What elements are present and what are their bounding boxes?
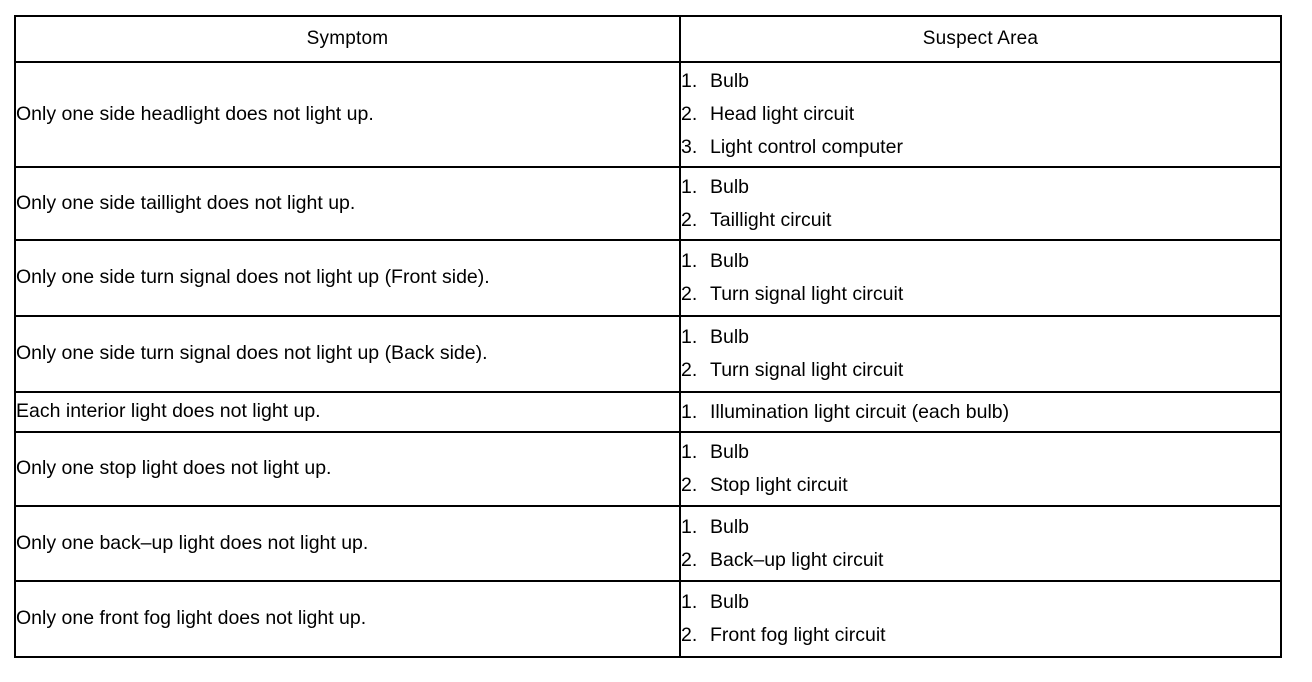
item-number: 1. — [681, 326, 698, 348]
item-number: 1. — [681, 175, 698, 198]
item-text: Light control computer — [710, 136, 903, 158]
suspect-area-cell — [680, 240, 1281, 316]
symptom-cell: Only one side taillight does not light up. — [15, 167, 680, 240]
symptom-cell: Only one side turn signal does not light up (Back side). — [15, 316, 680, 392]
suspect-area-list — [681, 171, 1280, 237]
suspect-area-cell — [680, 432, 1281, 506]
table-row — [15, 62, 1281, 167]
suspect-area-list — [681, 436, 1280, 502]
item-number: 2. — [681, 548, 698, 571]
suspect-area-cell — [680, 316, 1281, 392]
troubleshooting-table — [14, 15, 1282, 658]
suspect-area-item — [681, 354, 1280, 387]
item-text: Stop light circuit — [710, 474, 848, 496]
item-number: 2. — [681, 624, 698, 646]
symptom-cell: Only one stop light does not light up. — [15, 432, 680, 506]
item-text: Illumination light circuit (each bulb) — [710, 400, 1010, 423]
suspect-area-item — [681, 131, 1280, 164]
suspect-area-item — [681, 396, 1280, 429]
item-number: 1. — [681, 441, 698, 463]
item-text: Taillight circuit — [710, 208, 832, 231]
item-number: 2. — [681, 359, 698, 381]
suspect-area-cell — [680, 167, 1281, 240]
symptom-cell: Each interior light does not light up. — [15, 392, 680, 432]
item-number: 3. — [681, 136, 698, 158]
suspect-area-list — [681, 65, 1280, 164]
item-number: 1. — [681, 70, 698, 92]
symptom-header: Symptom — [15, 16, 680, 62]
suspect-area-item — [681, 511, 1280, 544]
suspect-area-item — [681, 321, 1280, 354]
suspect-area-item — [681, 544, 1280, 577]
item-text: Bulb — [710, 515, 750, 538]
suspect-area-list — [681, 586, 1280, 652]
item-text: Front fog light circuit — [710, 624, 886, 646]
symptom-cell: Only one side turn signal does not light up (Front side). — [15, 240, 680, 316]
table-row — [15, 392, 1281, 432]
item-number: 2. — [681, 103, 698, 125]
table-row — [15, 581, 1281, 657]
suspect-area-item — [681, 204, 1280, 237]
suspect-area-list — [681, 511, 1280, 577]
item-number: 2. — [681, 474, 698, 496]
header-row — [15, 16, 1281, 62]
suspect-area-item — [681, 619, 1280, 652]
suspect-area-header: Suspect Area — [680, 16, 1281, 62]
suspect-area-cell — [680, 581, 1281, 657]
item-number: 1. — [681, 515, 698, 538]
item-text: Turn signal light circuit — [710, 359, 904, 381]
suspect-area-item — [681, 469, 1280, 502]
table-row — [15, 506, 1281, 581]
item-text: Bulb — [710, 441, 750, 463]
item-number: 1. — [681, 400, 698, 423]
item-text: Bulb — [710, 70, 750, 92]
suspect-area-list — [681, 321, 1280, 387]
item-text: Turn signal light circuit — [710, 283, 904, 305]
table-row — [15, 240, 1281, 316]
table-row — [15, 316, 1281, 392]
suspect-area-item — [681, 65, 1280, 98]
suspect-area-cell — [680, 62, 1281, 167]
item-text: Bulb — [710, 250, 750, 272]
suspect-area-cell — [680, 506, 1281, 581]
item-text: Bulb — [710, 175, 750, 198]
suspect-area-item — [681, 586, 1280, 619]
item-text: Bulb — [710, 591, 750, 613]
item-number: 1. — [681, 250, 698, 272]
item-text: Bulb — [710, 326, 750, 348]
item-text: Back–up light circuit — [710, 548, 884, 571]
table-row — [15, 167, 1281, 240]
suspect-area-item — [681, 436, 1280, 469]
symptom-cell: Only one back–up light does not light up. — [15, 506, 680, 581]
suspect-area-item — [681, 98, 1280, 131]
table-row — [15, 432, 1281, 506]
suspect-area-item — [681, 278, 1280, 311]
item-number: 2. — [681, 208, 698, 231]
item-number: 2. — [681, 283, 698, 305]
suspect-area-item — [681, 245, 1280, 278]
symptom-cell: Only one front fog light does not light up. — [15, 581, 680, 657]
suspect-area-list — [681, 245, 1280, 311]
suspect-area-list — [681, 396, 1280, 429]
suspect-area-cell — [680, 392, 1281, 432]
symptom-cell: Only one side headlight does not light up. — [15, 62, 680, 167]
suspect-area-item — [681, 171, 1280, 204]
item-number: 1. — [681, 591, 698, 613]
item-text: Head light circuit — [710, 103, 855, 125]
